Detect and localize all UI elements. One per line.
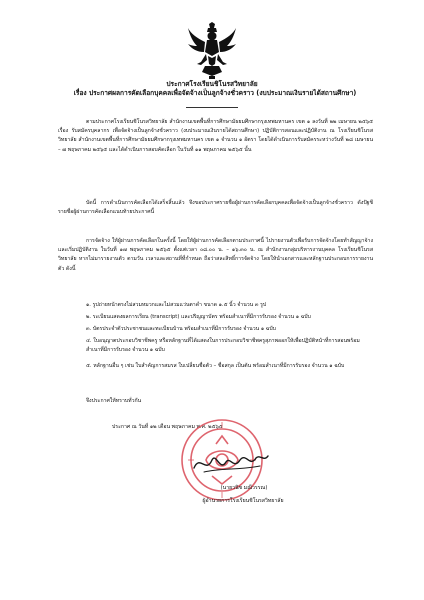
handwritten-signature-icon [190, 448, 270, 478]
document-item [58, 325, 373, 334]
closing-line: จึงประกาศให้ทราบทั่วกัน [86, 398, 142, 404]
document-item [58, 362, 373, 371]
document-item-text: รูปถ่ายหน้าตรงไม่สวมหมวกและไม่สวมแว่นตาดำ ขนาด ๑.๕ นิ้ว จำนวน ๓ รูป [92, 302, 267, 308]
announcement-date: ประกาศ ณ วันที่ ๑๒ เดือน พฤษภาคม พ.ศ. ๒๕๖๕ [112, 424, 223, 430]
heading-divider [186, 107, 238, 108]
garuda-emblem-icon [187, 22, 237, 80]
document-item-number: ๔. [86, 338, 92, 344]
document-item-number: ๒. [86, 314, 92, 320]
paragraph-reporting: การจัดจ้าง ให้ผู้ผ่านการคัดเลือกในครั้งนี้ โดยให้ผู้ผ่านการคัดเลือกตามประกาศนี้ ไปรายงานตัวเพื่อรับการจัดจ้างโดยทำสัญญาจ้าง และเริ่มปฏิบัติงาน ในวันที่ ๑๗ พฤษภาคม ๒๕๖๕ ตั้งแต่เวลา ๐๘.๐๐ น. – ๑๖.๓๐ น. ณ สำนักงานกลุ่มบริหารงานบุคคล โรงเรียนชิโนรสวิทยาลัย หากไม่มารายงานตัว ตามวัน เวลาและสถานที่ที่กำหนด ถือว่าสละสิทธิ์การจัดจ้าง โดยให้นำเอกสารและหลักฐานประกอบการรายงานตัว ดังนี้ [58, 238, 373, 272]
paragraph-result: บัดนี้ การดำเนินการคัดเลือกได้เสร็จสิ้นแล้ว จึงขอประกาศรายชื่อผู้ผ่านการคัดเลือกบุคคลเพื่อจัดจ้างเป็นลูกจ้างชั่วคราว ดังปัฐชีรายชื่อผู้ผ่านการคัดเลือกแนบท้ายประกาศนี้ [58, 200, 373, 216]
document-item-number: ๓. [86, 326, 92, 332]
document-item-text: บัตรประจำตัวประชาชนและทะเบียนบ้าน พร้อมสำเนาที่มีการรับรอง จำนวน ๑ ฉบับ [92, 326, 276, 332]
document-item-text: หลักฐานอื่น ๆ เช่น ใบสำคัญการสมรส ใบเปลี่ยนชื่อตัว – ชื่อสกุล เป็นต้น พร้อมสำเนาที่มีการรับรอง จำนวน ๑ ฉบับ [93, 363, 345, 369]
document-item [58, 337, 373, 355]
document-item-text: ระเบียนแสดงผลการเรียน (transcript) และปริญญาบัตร พร้อมสำเนาที่มีการรับรอง จำนวน ๑ ฉบับ [92, 314, 311, 320]
document-item-number: ๕. [86, 363, 92, 369]
announcement-heading: ประกาศโรงเรียนชิโนรสวิทยาลัย [166, 80, 258, 88]
signer-title: ผู้อำนวยการโรงเรียนชิโนรสวิทยาลัย [202, 498, 284, 504]
document-item-text: ใบอนุญาตประกอบวิชาชีพครู หรือหลักฐานที่ได้แสดงในการประกอบวิชาชีพครูสุภาพออกให้เพื่อปฏิบัติหน้าที่การสอนพร้อมสำเนาที่มีการรับรอง จำนวน ๑ ฉบับ [86, 338, 360, 354]
paragraph-background: ตามประกาศโรงเรียนชิโนรสวิทยาลัย สำนักงานเขตพื้นที่การศึกษามัธยมศึกษากรุงเทพมหานคร เขต ๑ ลงวันที่ ๒๒ เมษายน ๒๕๖๕ เรื่อง รับสมัครบุคลากร เพื่อจัดจ้างเป็นลูกจ้างชั่วคราว (งบประมาณเงินรายได้สถานศึกษา) ปฏิบัติการสอนและปฏิบัติงาน ณ โรงเรียนชิโนรสวิทยาลัย สำนักงานเขตพื้นที่การศึกษามัธยมศึกษากรุงเทพมหานคร เขต ๑ จำนวน ๑ อัตรา โดยได้ดำเนินการรับสมัครระหว่างวันที่ ๒๘ เมษายน – ๗ พฤษภาคม ๒๕๖๕ และได้ดำเนินการสอบคัดเลือก ในวันที่ ๑๑ พฤษภาคม ๒๕๖๕ นั้น [58, 119, 373, 153]
document-item-number: ๑. [86, 302, 91, 308]
document-item [58, 301, 373, 310]
announcement-subject: เรื่อง ประกาศผลการคัดเลือกบุคคลเพื่อจัดจ้างเป็นลูกจ้างชั่วคราว (งบประมาณเงินรายได้สถานศึกษา) [73, 89, 357, 97]
document-item [58, 313, 373, 322]
signer-name: (นายวนิช มณีวรรณ) [220, 485, 268, 491]
